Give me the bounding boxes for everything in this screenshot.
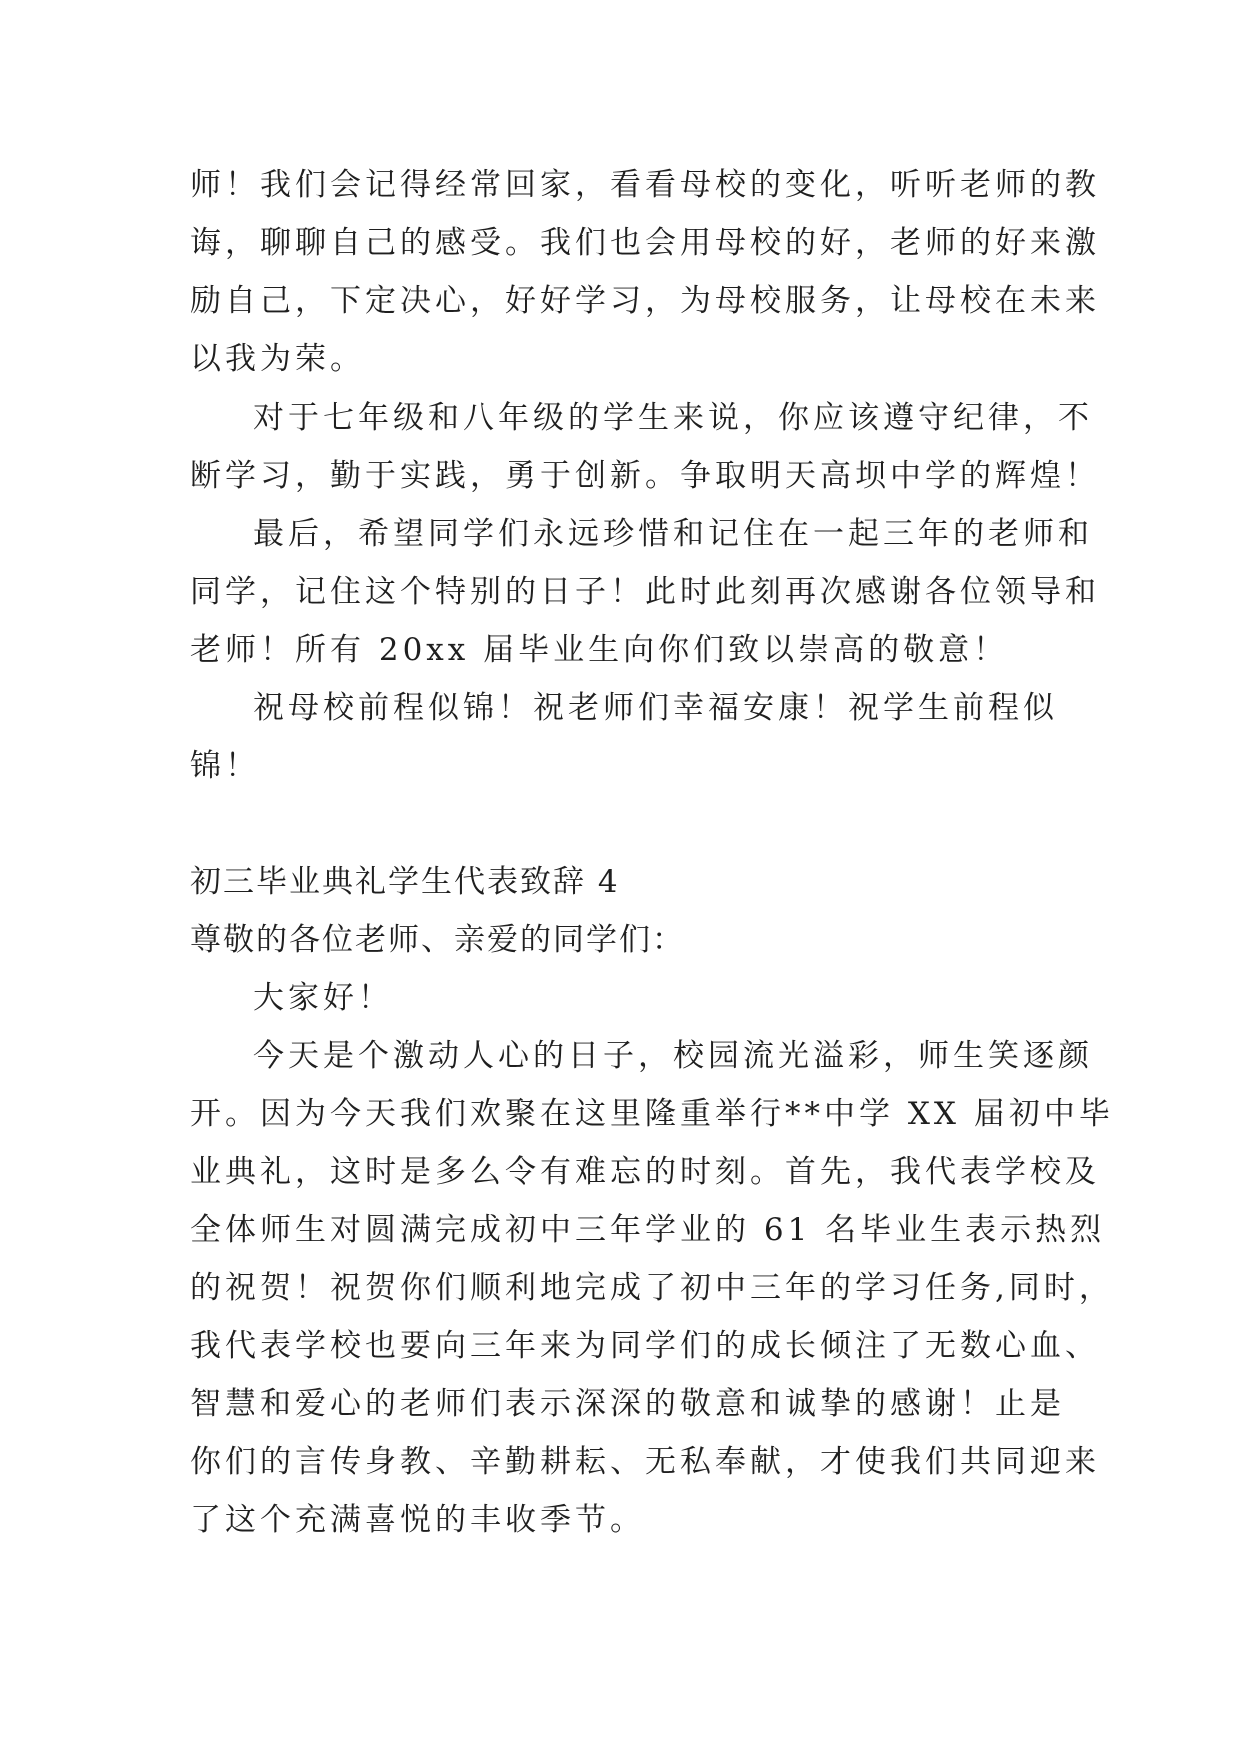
text-line: 开。因为今天我们欢聚在这里隆重举行**中学 XX 届初中毕: [190, 1096, 1114, 1132]
text-line: 励自己，下定决心，好好学习，为母校服务，让母校在未来: [190, 283, 1100, 319]
text-line: 诲，聊聊自己的感受。我们也会用母校的好，老师的好来激: [190, 225, 1100, 261]
text-line: 智慧和爱心的老师们表示深深的敬意和诚挚的感谢！止是: [190, 1386, 1065, 1422]
text-line: 老师！所有 20xx 届毕业生向你们致以崇高的敬意！: [190, 632, 1009, 668]
text-line: 你们的言传身教、辛勤耕耘、无私奉献，才使我们共同迎来: [190, 1444, 1100, 1480]
text-line: 祝母校前程似锦！祝老师们幸福安康！祝学生前程似: [253, 690, 1058, 726]
text-line: 锦！: [190, 748, 260, 784]
text-line: 全体师生对圆满完成初中三年学业的 61 名毕业生表示热烈: [190, 1212, 1106, 1248]
section-heading: 初三毕业典礼学生代表致辞 4: [190, 864, 620, 900]
salutation: 尊敬的各位老师、亲爱的同学们：: [190, 922, 685, 958]
text-line: 我代表学校也要向三年来为同学们的成长倾注了无数心血、: [190, 1328, 1100, 1364]
text-line: 同学，记住这个特别的日子！此时此刻再次感谢各位领导和: [190, 574, 1100, 610]
text-line: 对于七年级和八年级的学生来说，你应该遵守纪律，不: [253, 400, 1093, 436]
text-line: 最后，希望同学们永远珍惜和记住在一起三年的老师和: [253, 516, 1093, 552]
text-line: 的祝贺！祝贺你们顺利地完成了初中三年的学习任务,同时，: [190, 1270, 1114, 1306]
text-line: 师！我们会记得经常回家，看看母校的变化，听听老师的教: [190, 167, 1100, 203]
text-line: 断学习，勤于实践，勇于创新。争取明天高坝中学的辉煌！: [190, 458, 1100, 494]
text-line: 今天是个激动人心的日子，校园流光溢彩，师生笑逐颜: [253, 1038, 1093, 1074]
text-line: 以我为荣。: [190, 341, 365, 377]
text-line: 业典礼，这时是多么令有难忘的时刻。首先，我代表学校及: [190, 1154, 1100, 1190]
text-line: 了这个充满喜悦的丰收季节。: [190, 1502, 645, 1538]
greeting: 大家好！: [253, 980, 393, 1016]
